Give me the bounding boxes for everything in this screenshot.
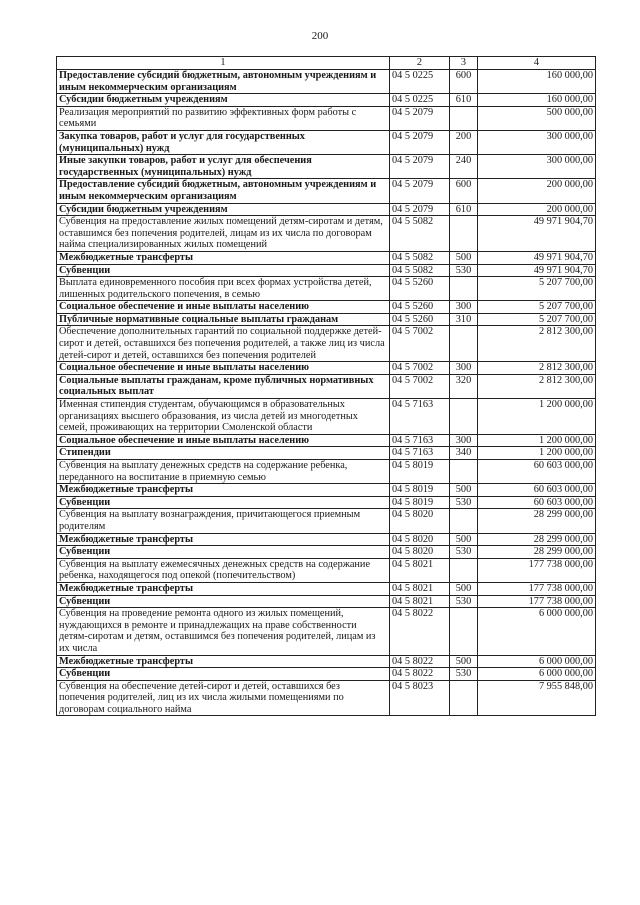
row-code: 04 5 8021	[390, 582, 450, 595]
row-code: 04 5 7163	[390, 447, 450, 460]
row-expense-type: 530	[450, 546, 478, 559]
row-amount: 5 207 700,00	[478, 277, 596, 301]
row-name: Реализация мероприятий по развитию эффективных форм работы с семьями	[57, 106, 390, 130]
row-code: 04 5 2079	[390, 203, 450, 216]
row-name: Субвенция на проведение ремонта одного из жилых помещений, нуждающихся в ремонте и принадлежащих на праве собственности детям-сиротам и детям, оставшимся без попечения родителей, лицам из их числа	[57, 608, 390, 655]
table-header-row	[57, 57, 596, 70]
row-code: 04 5 7002	[390, 374, 450, 398]
row-name: Межбюджетные трансферты	[57, 582, 390, 595]
row-code: 04 5 7163	[390, 399, 450, 435]
row-code: 04 5 2079	[390, 130, 450, 154]
column-header-name: 1	[57, 57, 390, 70]
table-row	[57, 558, 596, 582]
row-amount: 1 200 000,00	[478, 447, 596, 460]
row-code: 04 5 8019	[390, 484, 450, 497]
row-name: Субвенции	[57, 668, 390, 681]
row-code: 04 5 8022	[390, 655, 450, 668]
row-expense-type: 600	[450, 70, 478, 94]
row-amount: 200 000,00	[478, 179, 596, 203]
row-amount: 49 971 904,70	[478, 251, 596, 264]
table-row	[57, 70, 596, 94]
row-name: Выплата единовременного пособия при всех формах устройства детей, лишенных родительского попечения, в семью	[57, 277, 390, 301]
row-code: 04 5 5082	[390, 216, 450, 252]
row-name: Публичные нормативные социальные выплаты гражданам	[57, 313, 390, 326]
row-code: 04 5 8022	[390, 668, 450, 681]
table-row	[57, 434, 596, 447]
row-code: 04 5 0225	[390, 70, 450, 94]
row-expense-type: 530	[450, 496, 478, 509]
row-code: 04 5 5260	[390, 301, 450, 314]
row-name: Субвенция на выплату вознаграждения, причитающегося приемным родителям	[57, 509, 390, 533]
row-code: 04 5 0225	[390, 94, 450, 107]
row-amount: 500 000,00	[478, 106, 596, 130]
row-amount: 7 955 848,00	[478, 680, 596, 716]
table-row	[57, 301, 596, 314]
table-row	[57, 533, 596, 546]
table-row	[57, 484, 596, 497]
row-amount: 2 812 300,00	[478, 374, 596, 398]
table-row	[57, 608, 596, 655]
row-code: 04 5 5082	[390, 251, 450, 264]
row-code: 04 5 2079	[390, 155, 450, 179]
table-row	[57, 655, 596, 668]
row-expense-type	[450, 460, 478, 484]
table-row	[57, 106, 596, 130]
row-expense-type: 300	[450, 362, 478, 375]
row-expense-type: 300	[450, 301, 478, 314]
column-header-sum: 4	[478, 57, 596, 70]
row-amount: 28 299 000,00	[478, 509, 596, 533]
row-expense-type: 610	[450, 203, 478, 216]
row-name: Субвенция на выплату денежных средств на содержание ребенка, переданного на воспитание в приемную семью	[57, 460, 390, 484]
row-expense-type	[450, 277, 478, 301]
table-row	[57, 582, 596, 595]
row-name: Именная стипендия студентам, обучающимся в образовательных организациях высшего образования, из числа детей из многодетных семей, проживающих на территории Смоленской области	[57, 399, 390, 435]
row-code: 04 5 2079	[390, 179, 450, 203]
table-row	[57, 94, 596, 107]
row-name: Закупка товаров, работ и услуг для государственных (муниципальных) нужд	[57, 130, 390, 154]
row-name: Субсидии бюджетным учреждениям	[57, 94, 390, 107]
table-row	[57, 362, 596, 375]
row-name: Иные закупки товаров, работ и услуг для обеспечения государственных (муниципальных) нужд	[57, 155, 390, 179]
table-row	[57, 277, 596, 301]
row-expense-type: 530	[450, 595, 478, 608]
row-code: 04 5 8022	[390, 608, 450, 655]
row-amount: 160 000,00	[478, 70, 596, 94]
row-amount: 28 299 000,00	[478, 533, 596, 546]
table-row	[57, 496, 596, 509]
row-expense-type	[450, 608, 478, 655]
row-name: Субвенции	[57, 264, 390, 277]
row-expense-type: 200	[450, 130, 478, 154]
row-code: 04 5 8021	[390, 558, 450, 582]
row-expense-type: 600	[450, 179, 478, 203]
row-code: 04 5 7002	[390, 326, 450, 362]
row-amount: 5 207 700,00	[478, 301, 596, 314]
table-row	[57, 326, 596, 362]
row-expense-type: 320	[450, 374, 478, 398]
row-name: Межбюджетные трансферты	[57, 484, 390, 497]
row-code: 04 5 8023	[390, 680, 450, 716]
row-amount: 177 738 000,00	[478, 582, 596, 595]
row-name: Субвенции	[57, 496, 390, 509]
row-code: 04 5 2079	[390, 106, 450, 130]
row-code: 04 5 8019	[390, 460, 450, 484]
row-expense-type: 240	[450, 155, 478, 179]
page-number: 200	[311, 30, 329, 42]
row-expense-type: 300	[450, 434, 478, 447]
row-amount: 1 200 000,00	[478, 399, 596, 435]
table-row	[57, 374, 596, 398]
row-amount: 60 603 000,00	[478, 460, 596, 484]
row-amount: 300 000,00	[478, 130, 596, 154]
row-amount: 60 603 000,00	[478, 496, 596, 509]
table-row	[57, 264, 596, 277]
row-code: 04 5 8021	[390, 595, 450, 608]
row-name: Предоставление субсидий бюджетным, автономным учреждениям и иным некоммерческим организациям	[57, 179, 390, 203]
row-name: Стипендии	[57, 447, 390, 460]
row-expense-type: 500	[450, 582, 478, 595]
row-name: Социальное обеспечение и иные выплаты населению	[57, 301, 390, 314]
row-name: Обеспечение дополнительных гарантий по социальной поддержке детей-сирот и детей, оставшихся без попечения родителей, а также лиц из числа детей-сирот и детей, оставшихся без попечения родителей	[57, 326, 390, 362]
row-amount: 160 000,00	[478, 94, 596, 107]
row-code: 04 5 8020	[390, 546, 450, 559]
row-amount: 2 812 300,00	[478, 362, 596, 375]
table-row	[57, 509, 596, 533]
row-name: Социальное обеспечение и иные выплаты населению	[57, 434, 390, 447]
row-expense-type	[450, 106, 478, 130]
table-row	[57, 216, 596, 252]
row-expense-type	[450, 509, 478, 533]
row-amount: 6 000 000,00	[478, 655, 596, 668]
table-row	[57, 460, 596, 484]
row-expense-type	[450, 399, 478, 435]
column-header-type: 3	[450, 57, 478, 70]
row-expense-type: 610	[450, 94, 478, 107]
row-name: Социальные выплаты гражданам, кроме публичных нормативных социальных выплат	[57, 374, 390, 398]
row-expense-type: 500	[450, 655, 478, 668]
row-name: Предоставление субсидий бюджетным, автономным учреждениям и иным некоммерческим организациям	[57, 70, 390, 94]
table-row	[57, 680, 596, 716]
row-amount: 60 603 000,00	[478, 484, 596, 497]
row-code: 04 5 7002	[390, 362, 450, 375]
row-amount: 2 812 300,00	[478, 326, 596, 362]
row-name: Субсидии бюджетным учреждениям	[57, 203, 390, 216]
row-amount: 6 000 000,00	[478, 608, 596, 655]
row-amount: 177 738 000,00	[478, 595, 596, 608]
row-code: 04 5 5082	[390, 264, 450, 277]
table-row	[57, 668, 596, 681]
row-name: Межбюджетные трансферты	[57, 533, 390, 546]
row-amount: 5 207 700,00	[478, 313, 596, 326]
row-name: Субвенции	[57, 595, 390, 608]
row-code: 04 5 5260	[390, 277, 450, 301]
table-row	[57, 447, 596, 460]
row-expense-type	[450, 680, 478, 716]
table-row	[57, 595, 596, 608]
row-code: 04 5 7163	[390, 434, 450, 447]
table-row	[57, 399, 596, 435]
table-row	[57, 179, 596, 203]
row-name: Социальное обеспечение и иные выплаты населению	[57, 362, 390, 375]
row-amount: 49 971 904,70	[478, 264, 596, 277]
row-amount: 177 738 000,00	[478, 558, 596, 582]
table-body	[57, 70, 596, 716]
row-expense-type: 530	[450, 668, 478, 681]
row-expense-type: 530	[450, 264, 478, 277]
row-expense-type: 500	[450, 251, 478, 264]
table-row	[57, 130, 596, 154]
row-expense-type: 500	[450, 484, 478, 497]
row-code: 04 5 5260	[390, 313, 450, 326]
row-amount: 28 299 000,00	[478, 546, 596, 559]
table-row	[57, 203, 596, 216]
row-amount: 300 000,00	[478, 155, 596, 179]
column-header-code: 2	[390, 57, 450, 70]
row-amount: 1 200 000,00	[478, 434, 596, 447]
row-amount: 49 971 904,70	[478, 216, 596, 252]
row-name: Субвенции	[57, 546, 390, 559]
row-expense-type	[450, 558, 478, 582]
row-code: 04 5 8019	[390, 496, 450, 509]
table-row	[57, 251, 596, 264]
row-expense-type: 310	[450, 313, 478, 326]
budget-table	[56, 56, 596, 716]
row-expense-type: 500	[450, 533, 478, 546]
row-expense-type	[450, 326, 478, 362]
row-code: 04 5 8020	[390, 533, 450, 546]
row-code: 04 5 8020	[390, 509, 450, 533]
row-name: Субвенция на выплату ежемесячных денежных средств на содержание ребенка, находящегося под опекой (попечительством)	[57, 558, 390, 582]
row-name: Межбюджетные трансферты	[57, 251, 390, 264]
table-row	[57, 546, 596, 559]
row-amount: 200 000,00	[478, 203, 596, 216]
row-expense-type: 340	[450, 447, 478, 460]
row-name: Межбюджетные трансферты	[57, 655, 390, 668]
row-name: Субвенция на обеспечение детей-сирот и детей, оставшихся без попечения родителей, лиц из их числа жилыми помещениями по договорам социального найма	[57, 680, 390, 716]
table-row	[57, 155, 596, 179]
row-amount: 6 000 000,00	[478, 668, 596, 681]
row-name: Субвенция на предоставление жилых помещений детям-сиротам и детям, оставшимся без попечения родителей, лицам из их числа по договорам найма специализированных жилых помещений	[57, 216, 390, 252]
row-expense-type	[450, 216, 478, 252]
table-row	[57, 313, 596, 326]
